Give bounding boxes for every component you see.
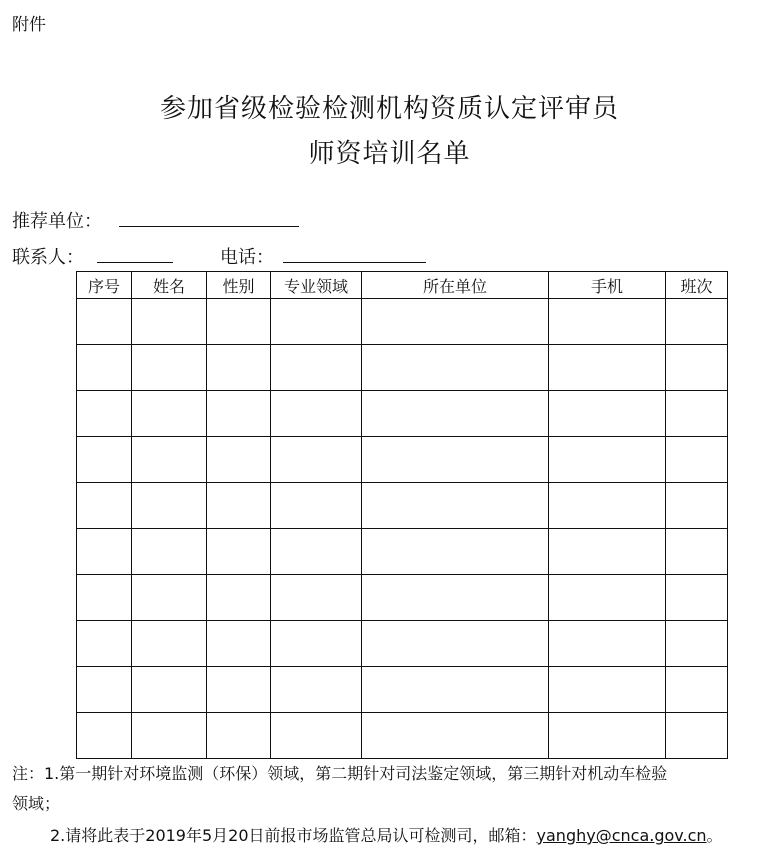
- table-cell[interactable]: [549, 437, 666, 483]
- table-cell[interactable]: [362, 575, 549, 621]
- table-row: [77, 529, 728, 575]
- table-cell[interactable]: [362, 713, 549, 759]
- table-cell[interactable]: [132, 529, 207, 575]
- table-cell[interactable]: [77, 437, 132, 483]
- table-cell[interactable]: [362, 391, 549, 437]
- table-cell[interactable]: [132, 621, 207, 667]
- table-cell[interactable]: [271, 483, 362, 529]
- column-header-field: 专业领域: [271, 272, 362, 299]
- table-cell[interactable]: [666, 345, 728, 391]
- table-cell[interactable]: [362, 483, 549, 529]
- table-cell[interactable]: [549, 529, 666, 575]
- table-cell[interactable]: [666, 529, 728, 575]
- table-cell[interactable]: [77, 667, 132, 713]
- table-cell[interactable]: [271, 345, 362, 391]
- table-cell[interactable]: [666, 713, 728, 759]
- table-cell[interactable]: [271, 575, 362, 621]
- table-cell[interactable]: [132, 575, 207, 621]
- table-cell[interactable]: [549, 483, 666, 529]
- table-cell[interactable]: [207, 483, 271, 529]
- table-cell[interactable]: [271, 299, 362, 345]
- table-cell[interactable]: [77, 529, 132, 575]
- table-row: [77, 713, 728, 759]
- note-line-2: [50, 824, 723, 848]
- table-cell[interactable]: [132, 391, 207, 437]
- table-cell[interactable]: [666, 621, 728, 667]
- table-cell[interactable]: [271, 713, 362, 759]
- table-row: [77, 437, 728, 483]
- column-header-mobile: 手机: [549, 272, 666, 299]
- table-cell[interactable]: [271, 529, 362, 575]
- table-cell[interactable]: [207, 299, 271, 345]
- table-cell[interactable]: [207, 621, 271, 667]
- table-cell[interactable]: [207, 345, 271, 391]
- roster-table: [76, 271, 728, 759]
- table-cell[interactable]: [666, 437, 728, 483]
- phone-blank[interactable]: [283, 262, 426, 263]
- table-cell[interactable]: [77, 299, 132, 345]
- table-cell[interactable]: [77, 345, 132, 391]
- table-cell[interactable]: [549, 667, 666, 713]
- table-header-row: [77, 272, 728, 299]
- table-cell[interactable]: [549, 345, 666, 391]
- table-cell[interactable]: [207, 437, 271, 483]
- column-header-unit: 所在单位: [362, 272, 549, 299]
- table-cell[interactable]: [549, 391, 666, 437]
- note-line-2-text: 2.请将此表于2019年5月20日前报市场监管总局认可检测司，邮箱：: [50, 826, 537, 845]
- column-header-name: 姓名: [132, 272, 207, 299]
- note-line-1-continued: 领域；: [12, 794, 61, 813]
- email-link[interactable]: yanghy@cnca.gov.cn: [536, 826, 707, 845]
- table-row: [77, 391, 728, 437]
- table-cell[interactable]: [666, 667, 728, 713]
- table-cell[interactable]: [132, 299, 207, 345]
- table-row: [77, 621, 728, 667]
- table-cell[interactable]: [549, 621, 666, 667]
- table-cell[interactable]: [362, 621, 549, 667]
- document-title-line-2: 师资培训名单: [308, 139, 471, 169]
- document-title-line-1: 参加省级检验检测机构资质认定评审员: [159, 94, 619, 124]
- column-header-session: 班次: [666, 272, 728, 299]
- table-cell[interactable]: [362, 345, 549, 391]
- table-cell[interactable]: [132, 713, 207, 759]
- table-cell[interactable]: [207, 529, 271, 575]
- table-cell[interactable]: [271, 621, 362, 667]
- table-cell[interactable]: [77, 391, 132, 437]
- table-cell[interactable]: [132, 437, 207, 483]
- table-cell[interactable]: [666, 483, 728, 529]
- table-cell[interactable]: [549, 713, 666, 759]
- table-row: [77, 345, 728, 391]
- table-cell[interactable]: [362, 299, 549, 345]
- table-cell[interactable]: [77, 621, 132, 667]
- table-cell[interactable]: [77, 483, 132, 529]
- table-cell[interactable]: [549, 575, 666, 621]
- table-cell[interactable]: [271, 391, 362, 437]
- attachment-label: 附件: [12, 15, 46, 35]
- table-cell[interactable]: [132, 667, 207, 713]
- table-cell[interactable]: [362, 529, 549, 575]
- table-cell[interactable]: [666, 299, 728, 345]
- contact-person-label: 联系人：: [12, 247, 84, 268]
- table-cell[interactable]: [362, 437, 549, 483]
- table-cell[interactable]: [132, 345, 207, 391]
- table-cell[interactable]: [271, 667, 362, 713]
- table-cell[interactable]: [132, 483, 207, 529]
- column-header-index: 序号: [77, 272, 132, 299]
- table-cell[interactable]: [666, 575, 728, 621]
- table-cell[interactable]: [207, 391, 271, 437]
- table-cell[interactable]: [77, 575, 132, 621]
- note-line-2-end: 。: [706, 826, 723, 845]
- note-line-1: 注：1.第一期针对环境监测（环保）领域，第二期针对司法鉴定领域，第三期针对机动车检验: [12, 764, 668, 783]
- table-cell[interactable]: [666, 391, 728, 437]
- table-cell[interactable]: [207, 713, 271, 759]
- table-row: [77, 667, 728, 713]
- recommending-unit-label: 推荐单位：: [12, 211, 102, 232]
- table-cell[interactable]: [271, 437, 362, 483]
- recommending-unit-blank[interactable]: [119, 226, 299, 227]
- table-cell[interactable]: [362, 667, 549, 713]
- table-cell[interactable]: [207, 667, 271, 713]
- table-cell[interactable]: [77, 713, 132, 759]
- table-row: [77, 483, 728, 529]
- contact-person-blank[interactable]: [97, 262, 173, 263]
- column-header-gender: 性别: [207, 272, 271, 299]
- table-cell[interactable]: [549, 299, 666, 345]
- table-cell[interactable]: [207, 575, 271, 621]
- table-row: [77, 299, 728, 345]
- phone-label: 电话：: [220, 247, 274, 268]
- table-row: [77, 575, 728, 621]
